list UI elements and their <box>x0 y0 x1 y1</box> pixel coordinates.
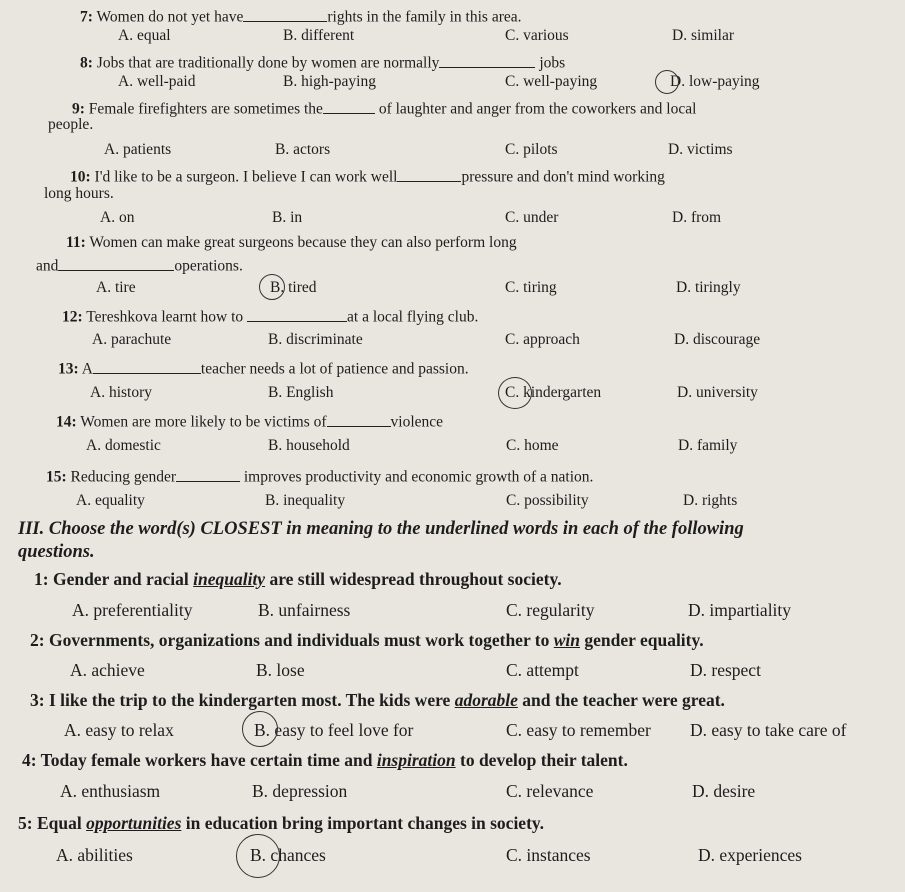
option-b[interactable]: B. tired <box>270 279 317 296</box>
underlined-word: inspiration <box>376 750 456 770</box>
option-d[interactable]: D. university <box>677 384 758 401</box>
option-d[interactable]: D. easy to take care of <box>690 720 847 740</box>
option-b[interactable]: B. lose <box>256 660 305 680</box>
question-stem: 12: Tereshkova learnt how to at a local flying club. <box>62 305 478 327</box>
option-c[interactable]: C. under <box>505 209 559 226</box>
option-c[interactable]: C. kindergarten <box>505 384 602 401</box>
question-stem: 4: Today female workers have certain time and inspiration to develop their talent. <box>22 750 628 770</box>
answer-mark <box>498 377 532 409</box>
option-b[interactable]: B. discriminate <box>268 331 363 348</box>
option-c[interactable]: C. possibility <box>506 492 589 509</box>
option-a[interactable]: A. history <box>90 384 152 401</box>
option-b[interactable]: B. household <box>268 437 350 454</box>
option-d[interactable]: D. rights <box>683 492 738 509</box>
option-c[interactable]: C. instances <box>506 845 591 865</box>
option-b[interactable]: B. English <box>268 384 334 401</box>
option-c[interactable]: C. attempt <box>506 660 579 680</box>
underlined-word: inequality <box>193 569 266 589</box>
option-a[interactable]: A. domestic <box>86 437 161 454</box>
option-d[interactable]: D. family <box>678 437 738 454</box>
question-stem-continued: people. <box>48 116 94 133</box>
question-stem: 2: Governments, organizations and individuals must work together to win gender equality. <box>30 630 704 650</box>
option-d[interactable]: D. respect <box>690 660 761 680</box>
option-a[interactable]: A. enthusiasm <box>60 781 161 801</box>
answer-mark <box>259 274 285 300</box>
question-stem: 14: Women are more likely to be victims of violence <box>56 410 443 432</box>
option-a[interactable]: A. equality <box>76 492 145 509</box>
question-stem: 15: Reducing gender improves productivity and economic growth of a nation. <box>46 465 593 487</box>
answer-mark <box>655 70 679 94</box>
option-a[interactable]: A. patients <box>104 141 172 158</box>
question-stem: 8: Jobs that are traditionally done by women are normally jobs <box>80 51 565 73</box>
section-heading: III. Choose the word(s) CLOSEST in meaning to the underlined words in each of the following <box>18 519 744 539</box>
option-b[interactable]: B. unfairness <box>258 600 351 620</box>
section-heading-continued: questions. <box>18 542 95 562</box>
option-b[interactable]: B. different <box>283 27 355 44</box>
option-d[interactable]: D. low-paying <box>670 73 760 90</box>
question-stem: 3: I like the trip to the kindergarten most. The kids were adorable and the teacher were great. <box>30 690 725 710</box>
question-stem-continued: and operations. <box>36 254 243 276</box>
option-c[interactable]: C. approach <box>505 331 580 348</box>
option-b[interactable]: B. chances <box>250 845 326 865</box>
underlined-word: win <box>553 630 581 650</box>
option-a[interactable]: A. on <box>100 209 135 226</box>
option-b[interactable]: B. inequality <box>265 492 346 509</box>
option-a[interactable]: A. well-paid <box>118 73 196 90</box>
option-a[interactable]: A. parachute <box>92 331 172 348</box>
option-d[interactable]: D. impartiality <box>688 600 792 620</box>
option-d[interactable]: D. tiringly <box>676 279 741 296</box>
option-d[interactable]: D. discourage <box>674 331 761 348</box>
option-c[interactable]: C. easy to remember <box>506 720 651 740</box>
question-stem: 5: Equal opportunities in education bring important changes in society. <box>18 813 545 833</box>
underlined-word: adorable <box>454 690 518 710</box>
option-b[interactable]: B. depression <box>252 781 348 801</box>
option-c[interactable]: C. pilots <box>505 141 558 158</box>
option-d[interactable]: D. from <box>672 209 722 226</box>
question-stem: 10: I'd like to be a surgeon. I believe I can work well pressure and don't mind working <box>70 165 665 187</box>
option-c[interactable]: C. relevance <box>506 781 594 801</box>
underlined-word: opportunities <box>86 813 182 833</box>
option-a[interactable]: A. equal <box>118 27 171 44</box>
question-stem: 9: Female firefighters are sometimes the of laughter and anger from the coworkers and local <box>72 97 696 119</box>
option-c[interactable]: C. regularity <box>506 600 595 620</box>
option-d[interactable]: D. similar <box>672 27 734 44</box>
option-d[interactable]: D. experiences <box>698 845 802 865</box>
option-a[interactable]: A. preferentiality <box>72 600 193 620</box>
option-d[interactable]: D. desire <box>692 781 756 801</box>
option-a[interactable]: A. achieve <box>70 660 145 680</box>
question-stem: 1: Gender and racial inequality are still widespread throughout society. <box>34 569 562 589</box>
option-c[interactable]: C. various <box>505 27 569 44</box>
option-c[interactable]: C. home <box>506 437 559 454</box>
option-b[interactable]: B. in <box>272 209 303 226</box>
answer-mark <box>236 834 280 878</box>
option-d[interactable]: D. victims <box>668 141 733 158</box>
option-a[interactable]: A. tire <box>96 279 136 296</box>
option-b[interactable]: B. actors <box>275 141 331 158</box>
option-a[interactable]: A. easy to relax <box>64 720 174 740</box>
answer-mark <box>242 711 278 747</box>
option-a[interactable]: A. abilities <box>56 845 133 865</box>
option-c[interactable]: C. well-paying <box>505 73 598 90</box>
question-stem: 11: Women can make great surgeons because they can also perform long <box>66 234 517 251</box>
option-b[interactable]: B. high-paying <box>283 73 376 90</box>
question-stem: 13: A teacher needs a lot of patience and passion. <box>58 357 469 379</box>
question-stem-continued: long hours. <box>44 185 114 202</box>
option-b[interactable]: B. easy to feel love for <box>254 720 414 740</box>
question-stem: 7: Women do not yet have rights in the family in this area. <box>80 5 522 27</box>
option-c[interactable]: C. tiring <box>505 279 557 296</box>
